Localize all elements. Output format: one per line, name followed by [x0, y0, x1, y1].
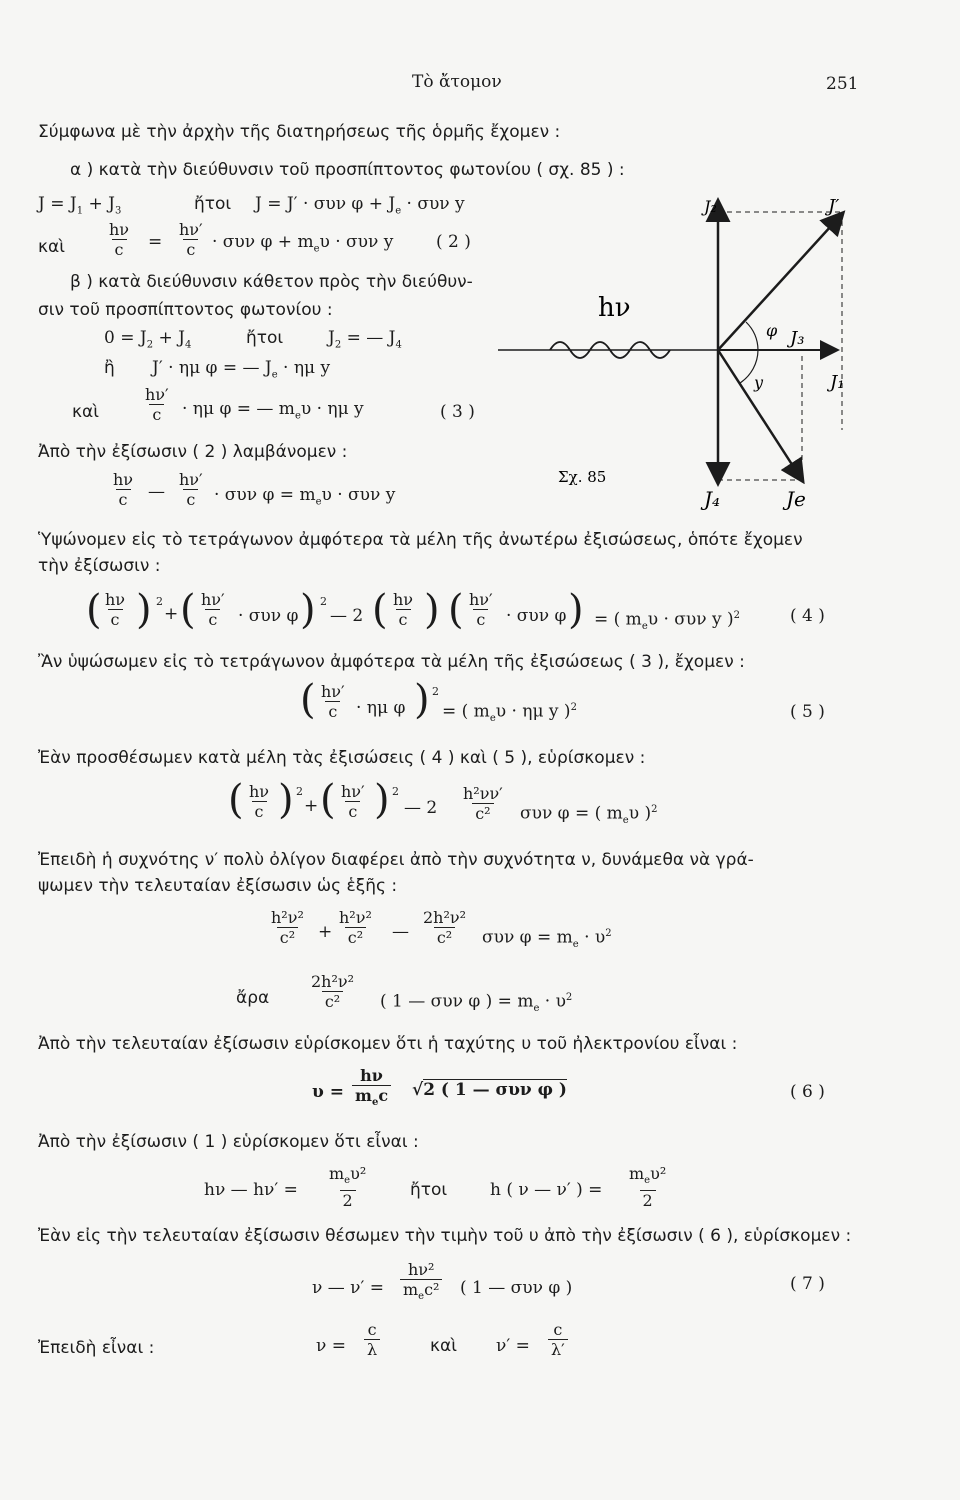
- text-line: Ἐὰν προσθέσωμεν κατὰ μέλη τὰς ἐξισώσεις ( 4 ) καὶ ( 5 ), εὑρίσκομεν :: [38, 748, 646, 768]
- fraction: h²νν′ c²: [463, 784, 503, 823]
- word-kai: καὶ: [72, 402, 99, 422]
- text-line: Ἀπὸ τὴν ἐξίσωσιν ( 1 ) εὑρίσκομεν ὅτι εἶναι :: [38, 1132, 419, 1152]
- cos-term: · συν φ: [506, 606, 567, 626]
- word-ara: ἄρα: [236, 988, 270, 1008]
- text-line: τὴν ἐξίσωσιν :: [38, 556, 161, 576]
- fraction: hν′ c: [341, 782, 365, 821]
- text-line: σιν τοῦ προσπίπτοντος φωτονίου :: [38, 300, 333, 320]
- figure-caption: Σχ. 85: [558, 468, 607, 486]
- paren: (: [228, 777, 244, 823]
- equation-number: ( 2 ): [436, 232, 471, 252]
- running-title: Τὸ ἄτομον: [412, 72, 502, 92]
- compton-diagram: [490, 190, 890, 520]
- fraction: 2h²ν² c²: [423, 908, 467, 947]
- equation-4-rhs: = ( $m_e\upsilon \cdot \sigma\upsilon\nu$ y )$^2$: [594, 609, 740, 633]
- j1-label: J₁: [830, 372, 845, 393]
- equation-rhs: · συν $\varphi = m_e\upsilon \cdot \sigma\upsilon\nu$ y: [214, 485, 396, 508]
- text-line: Ἂν ὑψώσωμεν εἰς τὸ τετράγωνον ἀμφότερα τὰ μέλη τῆς ἐξισώσεως ( 3 ), ἔχομεν :: [38, 652, 745, 672]
- equation-6-lhs: υ =: [312, 1082, 344, 1102]
- fraction: c λ: [364, 1320, 380, 1359]
- paren: (: [180, 587, 196, 633]
- plus: +: [164, 604, 179, 624]
- minus: —: [148, 482, 165, 502]
- paren: ): [374, 777, 390, 823]
- equation-momentum: $J = J_1 + J_3$: [38, 194, 122, 217]
- text-line: Ἀπὸ τὴν ἐξίσωσιν ( 2 ) λαμβάνομεν :: [38, 442, 348, 462]
- electron-arrow: [718, 350, 802, 480]
- fraction: $m_e\upsilon^2$ 2: [329, 1164, 367, 1211]
- fraction: h²ν² c²: [271, 908, 304, 947]
- fraction: hν c: [249, 782, 270, 821]
- fraction: c λ′: [548, 1320, 568, 1359]
- angle-phi-arc: [746, 322, 758, 350]
- sin-term: · ημ φ: [356, 698, 406, 718]
- paren: ): [414, 677, 430, 723]
- paren: ): [136, 587, 152, 633]
- jprime-label: J′: [828, 196, 840, 217]
- equation-ara-rhs: ( 1 — συν φ ) = $m_e \cdot \upsilon^2$: [380, 991, 573, 1015]
- scattered-photon-arrow: [718, 214, 842, 350]
- equation-number: ( 5 ): [790, 702, 825, 722]
- equation-7-rhs: ( 1 — συν φ ): [460, 1278, 573, 1298]
- equation-number: ( 3 ): [440, 402, 475, 422]
- fraction: hν′ c: [179, 220, 203, 259]
- equation-5-rhs: = ( $m_e\upsilon \cdot \eta\mu$ y )$^2$: [442, 701, 577, 725]
- minus: —: [392, 922, 409, 942]
- word-e: ἢ: [104, 358, 115, 378]
- hv-label: hν: [598, 293, 631, 323]
- sqrt: √2 ( 1 — συν φ ): [412, 1080, 567, 1100]
- equation-2-rhs: · συν $\varphi + m_e\upsilon \cdot \sigma\upsilon\nu$ y: [212, 232, 394, 255]
- page-number: 251: [826, 74, 859, 94]
- fraction: hν c: [109, 220, 130, 259]
- plus: +: [304, 796, 319, 816]
- paren: ): [278, 777, 294, 823]
- paren: (: [300, 677, 316, 723]
- word-kai: καὶ: [38, 237, 65, 257]
- j3-label: J₃: [790, 328, 805, 349]
- paren: (: [448, 587, 464, 633]
- cos-term: · συν φ: [238, 606, 299, 626]
- exponent: 2: [320, 595, 327, 608]
- text-line: α ) κατὰ τὴν διεύθυνσιν τοῦ προσπίπτοντος φωτονίου ( σχ. 85 ) :: [70, 160, 625, 180]
- equation-number: ( 7 ): [790, 1274, 825, 1294]
- equation-approx-rhs: συν $\varphi = m_e \cdot \upsilon^2$: [482, 927, 612, 951]
- fraction: hν′ c: [179, 470, 203, 509]
- text-line: Σύμφωνα μὲ τὴν ἀρχὴν τῆς διατηρήσεως τῆς ὁρμῆς ἔχομεν :: [38, 122, 561, 142]
- paren: ): [300, 587, 316, 633]
- minus-two: — 2: [404, 798, 438, 818]
- fraction: h²ν² c²: [339, 908, 372, 947]
- text-line: Ἐὰν εἰς τὴν τελευταίαν ἐξίσωσιν θέσωμεν τὴν τιμὴν τοῦ υ ἀπὸ τὴν ἐξίσωσιν ( 6 ), εὑρίσκομεν :: [38, 1226, 852, 1246]
- fraction: $m_e\upsilon^2$ 2: [629, 1164, 667, 1211]
- paren: (: [86, 587, 102, 633]
- equation-momentum-components: J = J′ · συν $\varphi + J_e \cdot \sigma\upsilon\nu$ y: [255, 194, 465, 217]
- equation-3-rhs: · ημ φ = — $m_e\upsilon \cdot \eta\mu$ y: [182, 399, 364, 422]
- paren: (: [320, 777, 336, 823]
- word-etoi: ἤτοι: [194, 194, 232, 214]
- equals: =: [148, 232, 163, 252]
- fraction: hν c: [113, 470, 134, 509]
- equation-number: ( 4 ): [790, 606, 825, 626]
- text-line: ψωμεν τὴν τελευταίαν ἐξίσωσιν ὡς ἑξῆς :: [38, 876, 398, 896]
- fraction: hν $m_ec$: [352, 1066, 391, 1112]
- plus: +: [318, 922, 333, 942]
- paren: (: [372, 587, 388, 633]
- fraction: hν′ c: [201, 590, 225, 629]
- text-line: Ἐπειδὴ εἶναι :: [38, 1338, 155, 1358]
- minus-two: — 2: [330, 606, 364, 626]
- paren: ): [424, 587, 440, 633]
- equation-perpendicular-2: $J_2$ = — $J_4$: [328, 328, 402, 351]
- equation-perpendicular: $0 = J_2 + J_4$: [104, 328, 192, 351]
- equation-sum-rhs: συν φ = ( $m_e\upsilon$ )$^2$: [520, 803, 658, 827]
- text-line: Ἀπὸ τὴν τελευταίαν ἐξίσωσιν εὑρίσκομεν ὅτι ἡ ταχύτης υ τοῦ ἠλεκτρονίου εἶναι :: [38, 1034, 738, 1054]
- y-label: y: [754, 373, 764, 392]
- equation-7-lhs: ν — ν′ =: [312, 1278, 384, 1298]
- word-etoi: ἤτοι: [246, 328, 284, 348]
- je-label: Je: [786, 487, 806, 511]
- equation-nu: ν =: [316, 1336, 346, 1356]
- equation-energy-lhs: hν — hν′ =: [204, 1180, 298, 1200]
- fraction: hν′ c: [321, 682, 345, 721]
- j2-label: J₂: [704, 197, 717, 216]
- fraction: hν c: [105, 590, 126, 629]
- phi-label: φ: [766, 321, 778, 340]
- paren: ): [568, 587, 584, 633]
- exponent: 2: [432, 685, 439, 698]
- word-etoi: ἤτοι: [410, 1180, 448, 1200]
- fraction: hν c: [393, 590, 414, 629]
- equation-number: ( 6 ): [790, 1082, 825, 1102]
- fraction: 2h²ν² c²: [311, 972, 355, 1011]
- exponent: 2: [392, 785, 399, 798]
- equation-energy-mid: h ( ν — ν′ ) =: [490, 1180, 603, 1200]
- text-line: Ὑψώνομεν εἰς τὸ τετράγωνον ἀμφότερα τὰ μέλη τῆς ἀνωτέρω ἐξισώσεως, ὁπότε ἔχομεν: [38, 530, 803, 550]
- exponent: 2: [296, 785, 303, 798]
- j4-label: J₄: [704, 487, 721, 511]
- equation-nu-prime: ν′ =: [496, 1336, 530, 1356]
- fraction: hν² $m_ec^2$: [400, 1260, 442, 1306]
- equation-sine: J′ · ημ φ = — $J_e \cdot \eta\mu$ y: [152, 358, 331, 381]
- fraction: hν′ c: [469, 590, 493, 629]
- fraction: hν′ c: [145, 385, 169, 424]
- text-line: Ἐπειδὴ ἡ συχνότης ν′ πολὺ ὀλίγον διαφέρει ἀπὸ τὴν συχνότητα ν, δυνάμεθα νὰ γρά-: [38, 850, 754, 870]
- exponent: 2: [156, 595, 163, 608]
- word-kai: καὶ: [430, 1336, 457, 1356]
- text-line: β ) κατὰ διεύθυνσιν κάθετον πρὸς τὴν διεύθυν-: [70, 272, 473, 292]
